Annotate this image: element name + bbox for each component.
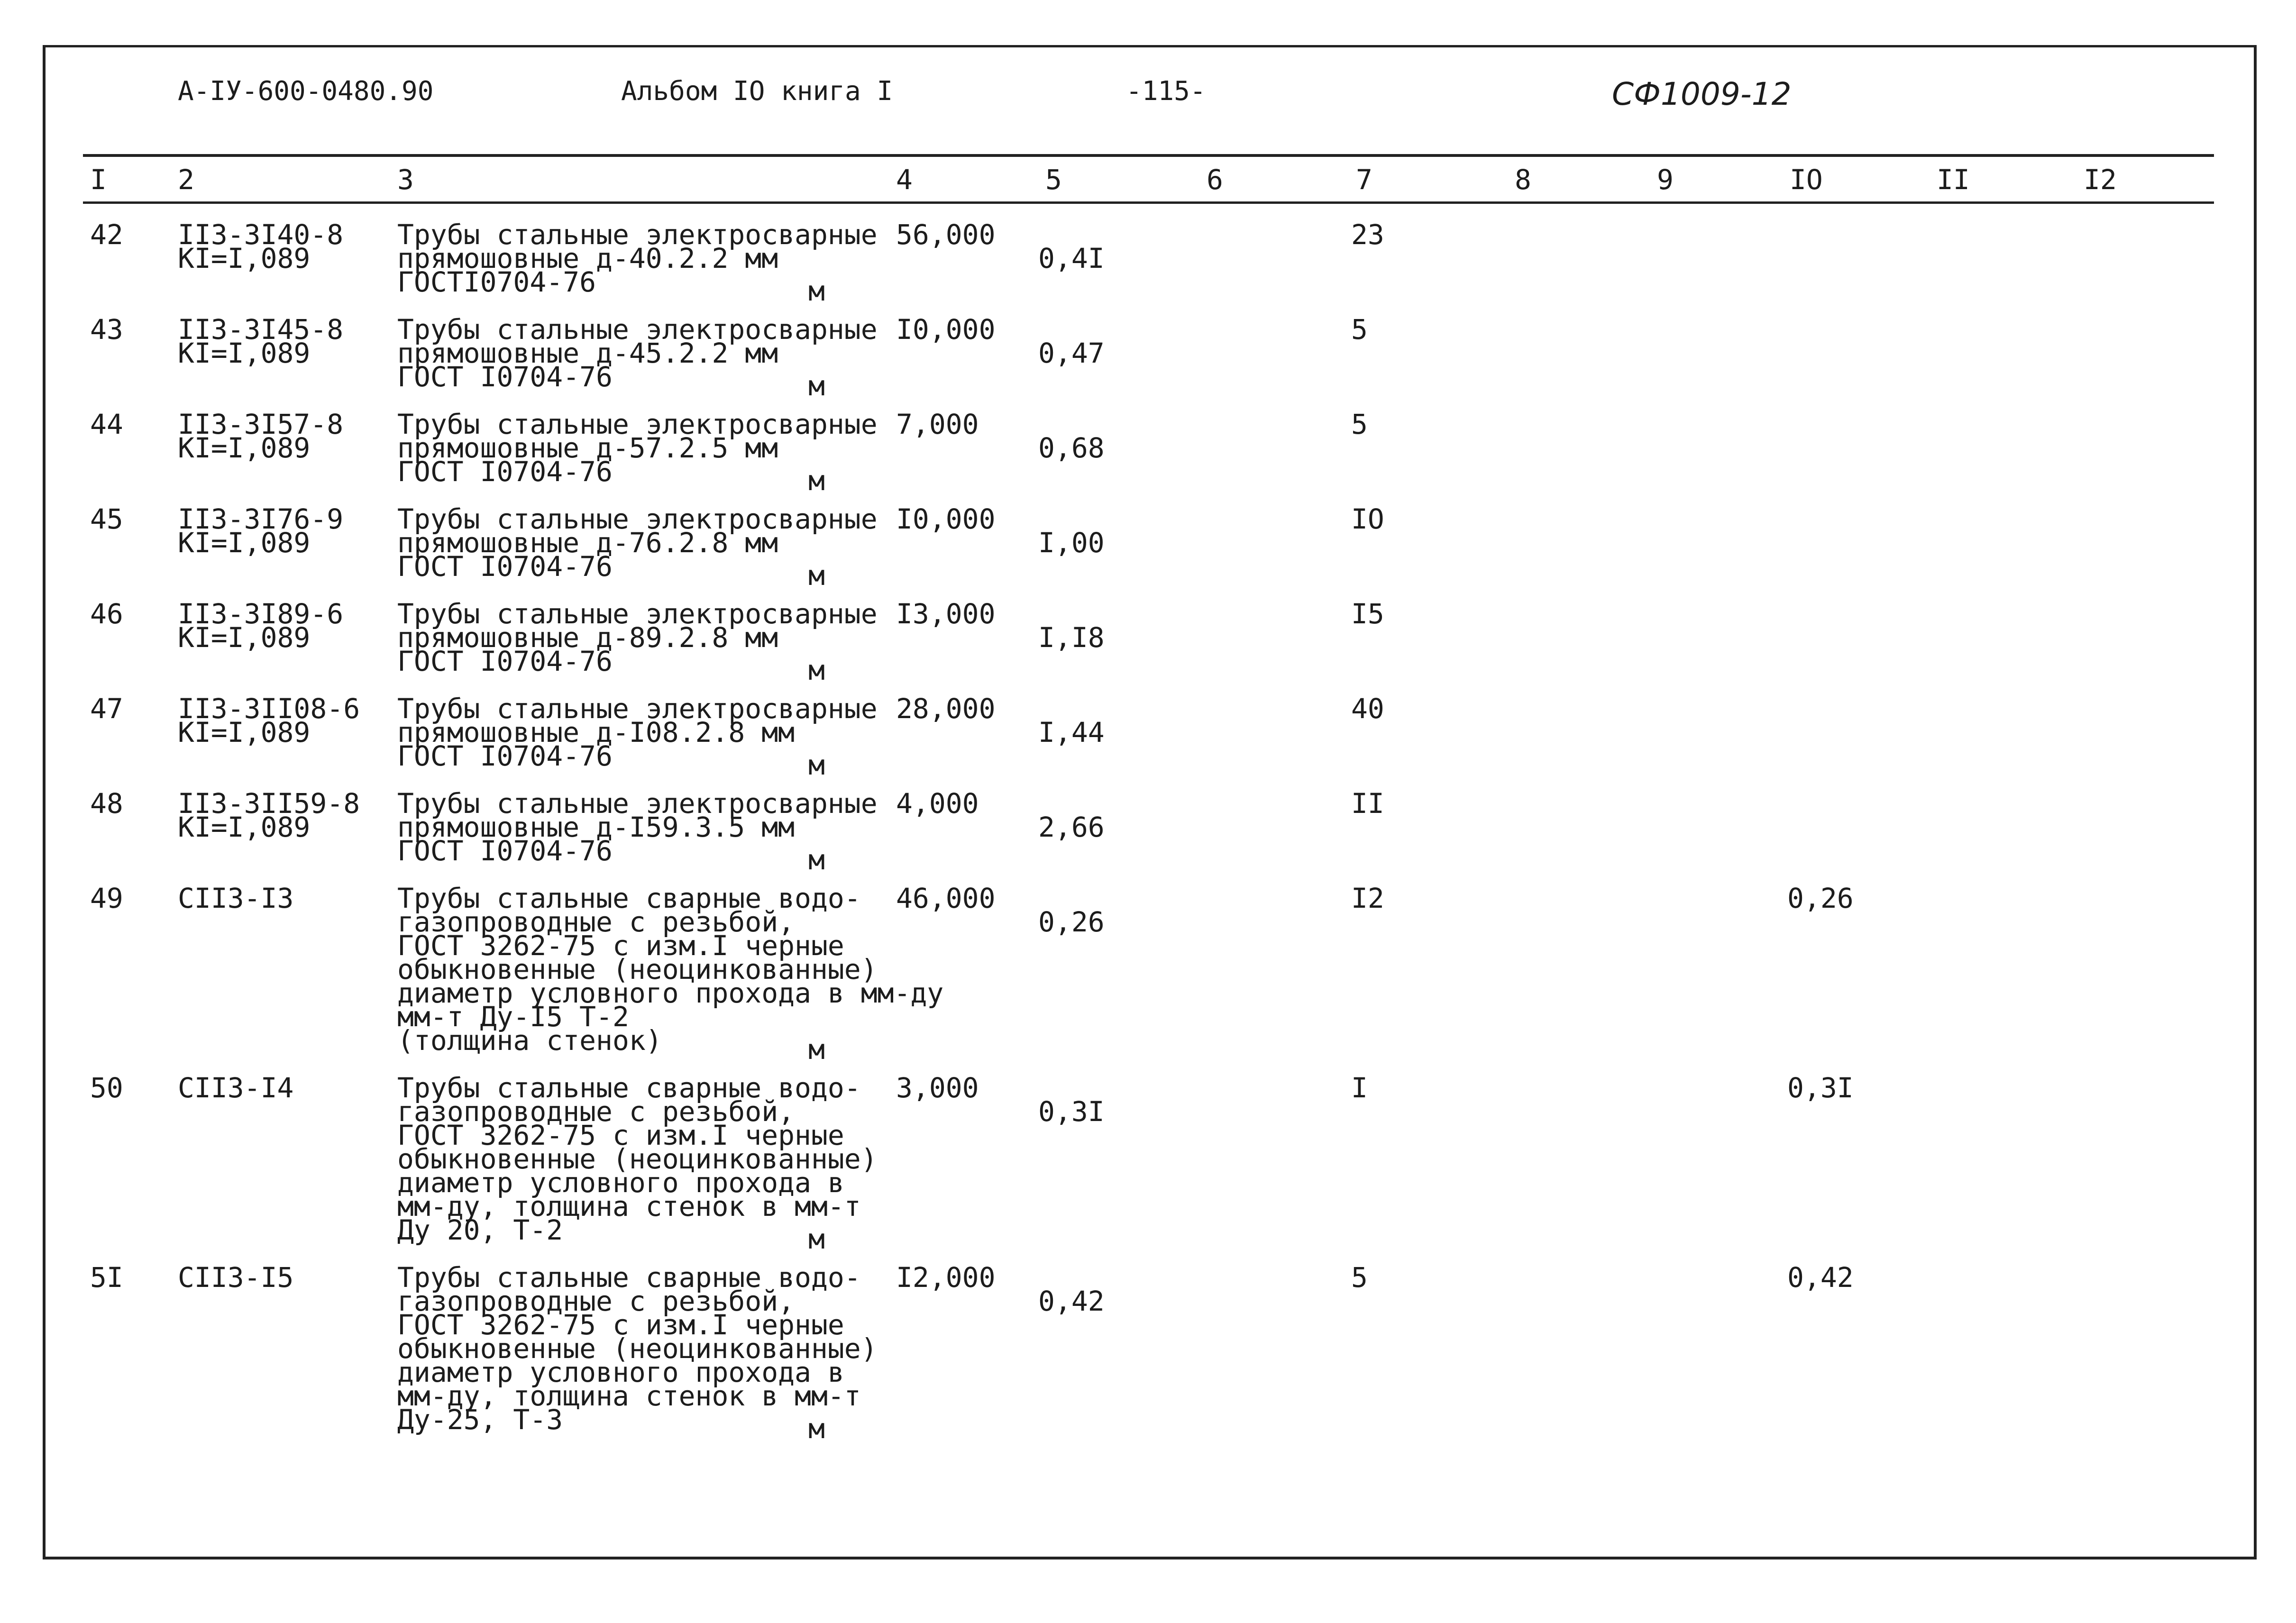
item-description: Трубы стальные электросварные — [397, 408, 878, 440]
item-description: диаметр условного прохода в — [397, 1356, 844, 1388]
item-description: прямошовные д-89.2.8 мм — [397, 621, 778, 654]
row-number: 43 — [90, 313, 123, 346]
item-description: диаметр условного прохода в мм-ду — [397, 977, 944, 1009]
item-description: Трубы стальные сварные водо- — [397, 882, 861, 914]
quantity: 46,000 — [896, 882, 996, 914]
item-description: Трубы стальные электросварные — [397, 787, 878, 820]
column-7-value: 5 — [1351, 1261, 1368, 1294]
item-code: II3-3I40-8 — [178, 219, 344, 251]
item-code: KI=I,089 — [178, 242, 311, 274]
item-description: Ду 20, Т-2 — [397, 1214, 563, 1246]
column-7-value: 23 — [1351, 219, 1384, 251]
unit-mass: 0,42 — [1038, 1285, 1105, 1317]
quantity: I2,000 — [896, 1261, 996, 1294]
item-code: II3-3II08-6 — [178, 693, 360, 725]
item-description: Трубы стальные электросварные — [397, 313, 878, 346]
item-code: KI=I,089 — [178, 716, 311, 748]
quantity: I0,000 — [896, 503, 996, 535]
quantity: 3,000 — [896, 1072, 979, 1104]
item-description: обыкновенные (неоцинкованные) — [397, 1143, 878, 1175]
doc-code: А-IУ-600-0480.90 — [178, 76, 434, 107]
column-header-5: 5 — [1045, 164, 1062, 196]
quantity: 4,000 — [896, 787, 979, 820]
album-label: Альбом IO книга I — [621, 76, 893, 107]
column-header-2: 2 — [178, 164, 194, 196]
row-number: 48 — [90, 787, 123, 820]
unit-mass: 0,68 — [1038, 432, 1105, 464]
unit-mass: I,I8 — [1038, 621, 1105, 654]
unit-label: м — [808, 1413, 825, 1445]
item-code: II3-3I89-6 — [178, 598, 344, 630]
item-description: Трубы стальные электросварные — [397, 693, 878, 725]
unit-label: м — [808, 844, 825, 876]
column-header-10: IO — [1790, 164, 1823, 196]
column-header-1: I — [90, 164, 107, 196]
column-header-4: 4 — [896, 164, 913, 196]
column-header-3: 3 — [397, 164, 414, 196]
unit-label: м — [808, 749, 825, 781]
item-description: ГОСТ I0704-76 — [397, 740, 613, 772]
quantity: 56,000 — [896, 219, 996, 251]
unit-mass: 2,66 — [1038, 811, 1105, 843]
item-description: Трубы стальные сварные водо- — [397, 1072, 861, 1104]
unit-label: м — [808, 1223, 825, 1255]
item-description: мм-ду, толщина стенок в мм-т — [397, 1380, 861, 1412]
unit-mass: I,44 — [1038, 716, 1105, 748]
item-description: прямошовные д-I59.3.5 мм — [397, 811, 795, 843]
column-7-value: I2 — [1351, 882, 1384, 914]
column-10-value: 0,3I — [1787, 1072, 1854, 1104]
item-description: ГОСТ I0704-76 — [397, 456, 613, 488]
item-description: Ду-25, Т-3 — [397, 1404, 563, 1436]
unit-mass: 0,47 — [1038, 337, 1105, 369]
item-description: Трубы стальные сварные водо- — [397, 1261, 861, 1294]
item-description: мм-ду, толщина стенок в мм-т — [397, 1190, 861, 1222]
item-description: прямошовные д-I08.2.8 мм — [397, 716, 795, 748]
row-number: 44 — [90, 408, 123, 440]
column-7-value: I — [1351, 1072, 1368, 1104]
row-number: 5I — [90, 1261, 123, 1294]
column-7-value: I5 — [1351, 598, 1384, 630]
column-7-value: 5 — [1351, 313, 1368, 346]
item-code: II3-3I45-8 — [178, 313, 344, 346]
column-10-value: 0,26 — [1787, 882, 1854, 914]
unit-label: м — [808, 1033, 825, 1066]
item-description: прямошовные д-57.2.5 мм — [397, 432, 778, 464]
item-description: ГОСТ 3262-75 с изм.I черные — [397, 1119, 844, 1151]
row-number: 49 — [90, 882, 123, 914]
item-code: KI=I,089 — [178, 621, 311, 654]
item-code: CII3-I4 — [178, 1072, 294, 1104]
unit-mass: 0,4I — [1038, 242, 1105, 274]
column-header-7: 7 — [1356, 164, 1372, 196]
item-description: прямошовные д-40.2.2 мм — [397, 242, 778, 274]
row-number: 47 — [90, 693, 123, 725]
column-header-12: I2 — [2084, 164, 2117, 196]
column-7-value: IO — [1351, 503, 1384, 535]
unit-mass: 0,26 — [1038, 906, 1105, 938]
quantity: I3,000 — [896, 598, 996, 630]
item-description: ГОСТ I0704-76 — [397, 550, 613, 583]
header-bottom-rule — [83, 201, 2214, 204]
item-description: газопроводные с резьбой, — [397, 1095, 795, 1128]
header-top-rule — [83, 154, 2214, 157]
item-description: ГОСТ I0704-76 — [397, 361, 613, 393]
item-description: обыкновенные (неоцинкованные) — [397, 1332, 878, 1365]
item-description: ГОСТ I0704-76 — [397, 645, 613, 677]
column-7-value: 5 — [1351, 408, 1368, 440]
item-description: газопроводные с резьбой, — [397, 906, 795, 938]
column-header-8: 8 — [1515, 164, 1531, 196]
item-description: газопроводные с резьбой, — [397, 1285, 795, 1317]
item-code: KI=I,089 — [178, 337, 311, 369]
item-code: II3-3I57-8 — [178, 408, 344, 440]
item-description: прямошовные д-45.2.2 мм — [397, 337, 778, 369]
row-number: 46 — [90, 598, 123, 630]
unit-label: м — [808, 559, 825, 592]
unit-label: м — [808, 275, 825, 307]
row-number: 42 — [90, 219, 123, 251]
item-description: ГОСТI0704-76 — [397, 266, 596, 298]
column-header-6: 6 — [1207, 164, 1223, 196]
page-frame — [43, 45, 2257, 1559]
quantity: 28,000 — [896, 693, 996, 725]
column-header-9: 9 — [1657, 164, 1674, 196]
item-description: ГОСТ 3262-75 с изм.I черные — [397, 1309, 844, 1341]
unit-mass: 0,3I — [1038, 1095, 1105, 1128]
item-description: ГОСТ 3262-75 с изм.I черные — [397, 930, 844, 962]
column-10-value: 0,42 — [1787, 1261, 1854, 1294]
row-number: 50 — [90, 1072, 123, 1104]
quantity: I0,000 — [896, 313, 996, 346]
unit-label: м — [808, 465, 825, 497]
item-description: (толщина стенок) — [397, 1024, 662, 1057]
column-7-value: II — [1351, 787, 1384, 820]
item-code: KI=I,089 — [178, 811, 311, 843]
unit-label: м — [808, 654, 825, 686]
item-description: ГОСТ I0704-76 — [397, 835, 613, 867]
item-code: II3-3II59-8 — [178, 787, 360, 820]
item-description: прямошовные д-76.2.8 мм — [397, 527, 778, 559]
unit-mass: I,00 — [1038, 527, 1105, 559]
item-code: CII3-I5 — [178, 1261, 294, 1294]
handwritten-code: СФ1009-12 — [1612, 76, 1792, 112]
column-header-11: II — [1937, 164, 1970, 196]
row-number: 45 — [90, 503, 123, 535]
item-code: KI=I,089 — [178, 432, 311, 464]
item-description: мм-т Ду-I5 Т-2 — [397, 1001, 629, 1033]
item-description: Трубы стальные электросварные — [397, 219, 878, 251]
page-number: -115- — [1126, 76, 1206, 107]
item-description: Трубы стальные электросварные — [397, 598, 878, 630]
column-7-value: 40 — [1351, 693, 1384, 725]
quantity: 7,000 — [896, 408, 979, 440]
item-code: CII3-I3 — [178, 882, 294, 914]
unit-label: м — [808, 370, 825, 402]
item-description: Трубы стальные электросварные — [397, 503, 878, 535]
item-description: обыкновенные (неоцинкованные) — [397, 953, 878, 985]
item-code: KI=I,089 — [178, 527, 311, 559]
item-code: II3-3I76-9 — [178, 503, 344, 535]
item-description: диаметр условного прохода в — [397, 1167, 844, 1199]
